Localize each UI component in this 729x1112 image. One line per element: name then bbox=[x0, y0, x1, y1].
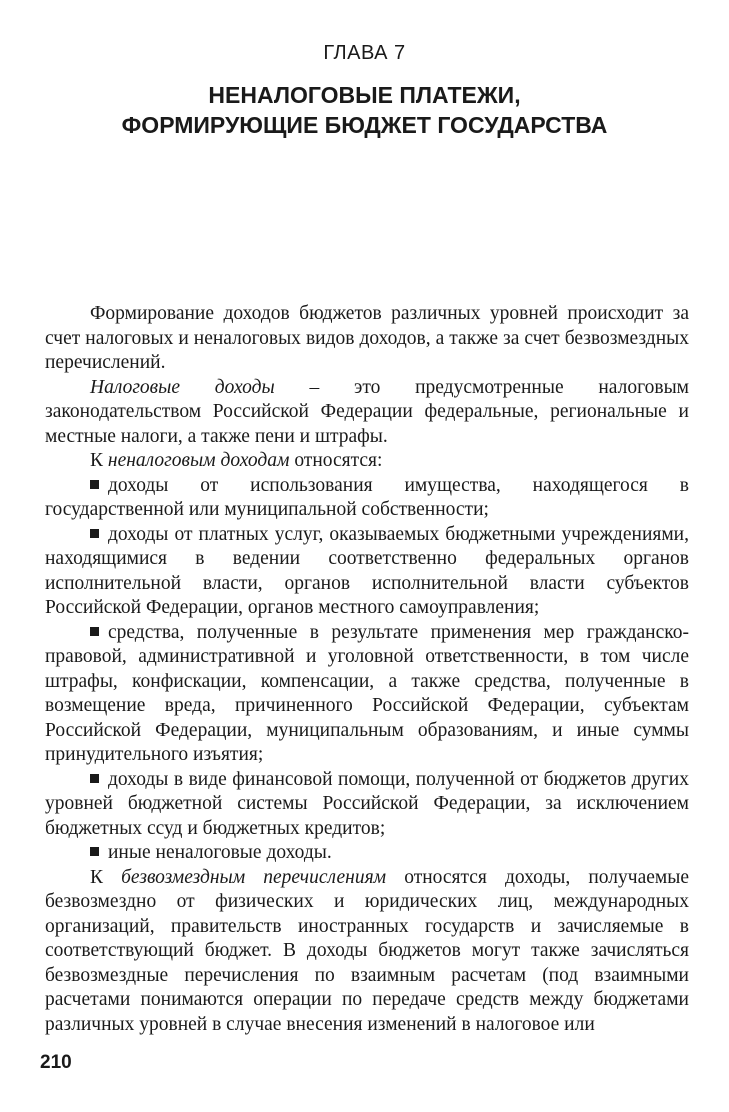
chapter-title-line-2: ФОРМИРУЮЩИЕ БЮДЖЕТ ГОСУДАРСТВА bbox=[121, 112, 608, 138]
list-item bbox=[45, 621, 689, 768]
paragraph-nontax-lead-end: относятся: bbox=[289, 450, 383, 471]
paragraph-gratuitous-text: относятся доходы, получаемые безвозмездно от физических и юридических лиц, международных организаций, правительств иностранных государств и зачисляемые в соответствующий бюджет. В доходы бюджетов могут также зачисляться безвозмездные перечисления по взаимным расчетам (под взаимными расчетами понимаются операции по передаче средств между бюджетами различных уровней в случае внесения изменений в налоговое или bbox=[45, 866, 689, 1035]
list-item bbox=[45, 768, 689, 842]
bullet-square-icon bbox=[90, 480, 99, 489]
list-item-text: средства, полученные в результате применения мер гражданско-правовой, административной и уголовной ответственности, в том числе штрафы, конфискации, компенсации, а также средства, полученные в возмещение вреда, причиненного Российской Федерации, субъектам Российской Федерации, муниципальным образованиям, и иные суммы принудительного изъятия; bbox=[45, 621, 689, 765]
paragraph-intro: Формирование доходов бюджетов различных уровней происходит за счет налоговых и неналоговых видов доходов, а также за счет безвозмездных перечислений. bbox=[45, 303, 689, 373]
paragraph-gratuitous-transfers bbox=[45, 866, 689, 1038]
paragraph-tax-revenue bbox=[45, 376, 689, 450]
list-item bbox=[45, 523, 689, 621]
list-item-text: доходы от платных услуг, оказываемых бюджетными учреждениями, находящимися в ведении соответственно федеральных органов исполнительной власти, органов исполнительной власти субъектов Российской Федерации, органов местного самоуправления; bbox=[45, 523, 689, 618]
paragraph-tax-revenue-text: – это предусмотренные налоговым законодательством Российской Федерации федеральные, региональные и местные налоги, а также пени и штрафы. bbox=[45, 376, 690, 447]
bullet-square-icon bbox=[90, 627, 99, 636]
list-item bbox=[45, 841, 689, 866]
list-item-text: доходы от использования имущества, находящегося в государственной или муниципальной собственности; bbox=[45, 474, 689, 520]
list-item bbox=[45, 474, 689, 523]
term-gratuitous-transfers: безвозмездным перечислениям bbox=[121, 866, 387, 888]
term-tax-revenue: Налоговые доходы bbox=[90, 376, 275, 398]
body-text bbox=[45, 302, 689, 1037]
bullet-square-icon bbox=[90, 774, 99, 783]
paragraph-nontax-lead-start: К bbox=[90, 450, 108, 471]
paragraph-gratuitous-lead: К bbox=[90, 866, 122, 888]
paragraph-nontax-lead bbox=[45, 449, 689, 474]
bullet-square-icon bbox=[90, 529, 99, 538]
bullet-square-icon bbox=[90, 847, 99, 856]
chapter-title bbox=[0, 80, 729, 140]
page-number: 210 bbox=[40, 1052, 72, 1073]
term-nontax-revenue: неналоговым доходам bbox=[107, 450, 290, 471]
list-item-text: иные неналоговые доходы. bbox=[108, 842, 332, 863]
chapter-title-line-1: НЕНАЛОГОВЫЕ ПЛАТЕЖИ, bbox=[208, 82, 521, 108]
list-item-text: доходы в виде финансовой помощи, полученной от бюджетов других уровней бюджетной системы Российской Федерации, за исключением бюджетных ссуд и бюджетных кредитов; bbox=[45, 768, 689, 839]
chapter-label: ГЛАВА 7 bbox=[323, 42, 406, 64]
